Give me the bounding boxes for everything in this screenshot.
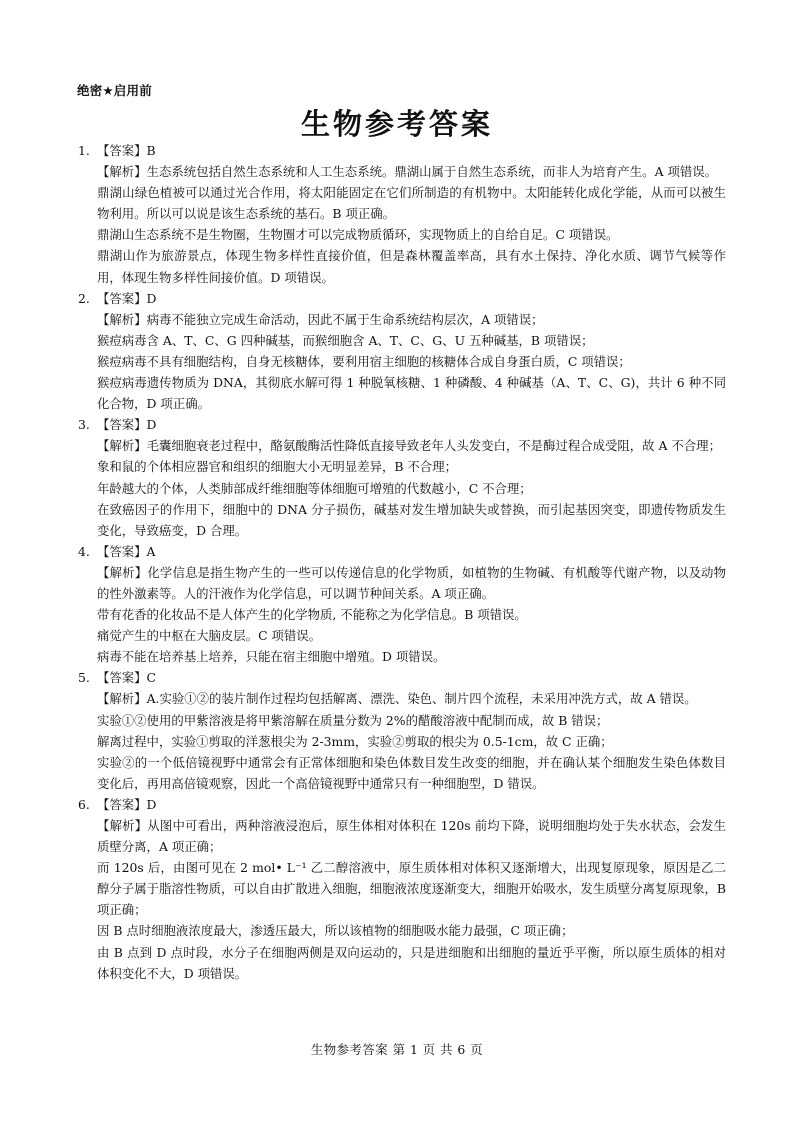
question-number: 4. (78, 543, 90, 559)
explanation-paragraph: 因 B 点时细胞液浓度最大，渗透压最大，所以该植物的细胞吸水能力最强，C 项正确； (97, 923, 574, 939)
analysis-tag: 【解析】 (97, 164, 147, 180)
answer-header (78, 414, 726, 435)
analysis-paragraph (97, 435, 726, 456)
explanation-paragraph: 年龄越大的个体，人类肺部成纤维细胞等体细胞可增殖的代数越小，C 不合理； (97, 480, 532, 496)
explanation-paragraph: 痛觉产生的中枢在大脑皮层。C 项错误。 (97, 628, 322, 644)
question-number: 1. (78, 143, 90, 158)
answer-header (78, 667, 726, 688)
answer-item (78, 288, 726, 415)
analysis-text: 化学信息是指生物产生的一些可以传递信息的化学物质，如植物的生物碱、有机酸等代谢产物，以及动物的性外激素等。人的汗液作为化学信息，可以调节种间关系。A 项正确。 (97, 564, 727, 601)
answer-key: 【答案】C (97, 670, 157, 686)
answer-item (78, 667, 726, 794)
explanation-paragraph: 病毒不能在培养基上培养，只能在宿主细胞中增殖。D 项错误。 (97, 649, 446, 665)
answer-key: 【答案】D (97, 796, 157, 812)
analysis-tag: 【解析】 (97, 818, 148, 833)
analysis-tag: 【解析】 (97, 311, 147, 327)
answer-key: 【答案】A (97, 543, 156, 559)
analysis-paragraph (97, 688, 726, 709)
answer-item (78, 414, 726, 541)
explanation-paragraph: 由 B 点到 D 点时段，水分子在细胞两侧是双向运动的，只是进细胞和出细胞的量近乎平衡，所以原生质体的相对体积变化不大，D 项错误。 (97, 944, 726, 981)
answer-key: 【答案】D (97, 417, 157, 433)
answer-body (78, 435, 726, 540)
analysis-tag: 【解析】 (97, 438, 147, 454)
answer-body (78, 562, 726, 667)
explanation-paragraph: 解离过程中，实验①剪取的洋葱根尖为 2-3mm，实验②剪取的根尖为 0.5-1cm，故 C 正确； (97, 733, 613, 749)
answer-body (78, 688, 726, 793)
analysis-text: 从图中可看出，两种溶液浸泡后，原生体相对体积在 120s 前均下降，说明细胞均处于失水状态，会发生质壁分离，A 项正确； (97, 818, 726, 855)
explanation-paragraph: 实验①②使用的甲紫溶液是将甲紫溶解在质量分数为 2%的醋酸溶液中配制而成，故 B 错误； (97, 712, 609, 728)
question-number: 2. (78, 290, 90, 306)
analysis-paragraph (97, 309, 726, 330)
analysis-text: 生态系统包括自然生态系统和人工生态系统。鼎湖山属于自然生态系统，而非人为培育产生。A 项错误。 (146, 164, 718, 180)
explanation-paragraph: 鼎湖山生态系统不是生物圈，生物圈才可以完成物质循环，实现物质上的自给自足。C 项错误。 (97, 227, 619, 243)
explanation-paragraph: 鼎湖山作为旅游景点，体现生物多样性直接价值，但是森林覆盖率高，具有水土保持、净化水质、调节气候等作用，体现生物多样性间接价值。D 项错误。 (97, 248, 726, 285)
answer-item (78, 140, 726, 288)
analysis-paragraph (97, 562, 726, 604)
explanation-paragraph: 猴痘病毒含 A、T、C、G 四种碱基，而猴细胞含 A、T、C、G、U 五种碱基，B 项错误； (97, 332, 594, 348)
explanation-paragraph: 象和鼠的个体相应器官和组织的细胞大小无明显差异，B 不合理； (97, 459, 457, 475)
question-number: 5. (78, 670, 90, 686)
analysis-text: 病毒不能独立完成生命活动，因此不属于生命系统结构层次，A 项错误； (146, 311, 544, 327)
explanation-paragraph: 而 120s 后，由图可见在 2 mol• L⁻¹ 乙二醇溶液中，原生质体相对体积又逐渐增大，出现复原现象，原因是乙二醇分子属于脂溶性物质，可以自由扩散进入细胞，细胞液浓度逐渐变大，细胞开始吸水，发生质壁分离复原现象，B 项正确； (97, 860, 726, 918)
answer-header (78, 140, 726, 161)
confidential-label: 绝密★启用前 (77, 83, 152, 98)
analysis-text: A.实验①②的装片制作过程均包括解离、漂洗、染色、制片四个流程，未采用冲洗方式，故 A 错误。 (146, 691, 697, 707)
page-title: 生物参考答案 (300, 107, 493, 141)
analysis-text: 毛囊细胞衰老过程中，酪氨酸酶活性降低直接导致老年人头发变白，不是酶过程合成受阻，故 A 不合理； (146, 438, 721, 454)
answer-item (78, 794, 726, 984)
answer-item (78, 541, 726, 668)
explanation-paragraph: 猴痘病毒遗传物质为 DNA，其彻底水解可得 1 种脱氧核糖、1 种磷酸、4 种碱基（A、T、C、G)，共计 6 种不同化合物，D 项正确。 (97, 375, 726, 412)
analysis-paragraph (97, 815, 726, 857)
answer-body (78, 161, 726, 288)
answer-header (78, 794, 726, 815)
explanation-paragraph: 鼎湖山绿色植被可以通过光合作用，将太阳能固定在它们所制造的有机物中。太阳能转化成化学能，从而可以被生物利用。所以可以说是该生态系统的基石。B 项正确。 (97, 185, 726, 222)
answer-header (78, 288, 726, 309)
explanation-paragraph: 在致癌因子的作用下，细胞中的 DNA 分子损伤，碱基对发生增加缺失或替换，而引起基因突变，即遗传物质发生变化，导致癌变，D 合理。 (97, 501, 726, 538)
analysis-tag: 【解析】 (97, 691, 147, 707)
explanation-paragraph: 猴痘病毒不具有细胞结构，自身无核糖体，要利用宿主细胞的核糖体合成自身蛋白质，C 项错误； (97, 353, 631, 369)
answer-body (78, 815, 726, 984)
analysis-tag: 【解析】 (97, 564, 148, 580)
question-number: 3. (78, 417, 90, 433)
answer-header (78, 541, 726, 562)
answer-key: 【答案】B (97, 143, 156, 158)
answer-list (78, 140, 726, 984)
question-number: 6. (78, 796, 90, 812)
analysis-paragraph (97, 161, 726, 182)
page-footer: 生物参考答案 第 1 页 共 6 页 (310, 1042, 484, 1057)
explanation-paragraph: 带有花香的化妆品不是人体产生的化学物质, 不能称之为化学信息。B 项错误。 (97, 607, 527, 623)
answer-body (78, 309, 726, 414)
explanation-paragraph: 实验②的一个低倍镜视野中通常会有正常体细胞和染色体数目发生改变的细胞，并在确认某个细胞发生染色体数目变化后，再用高倍镜观察，因此一个高倍镜视野中通常只有一种细胞型，D 错误。 (97, 754, 726, 791)
answer-key: 【答案】D (97, 290, 157, 306)
